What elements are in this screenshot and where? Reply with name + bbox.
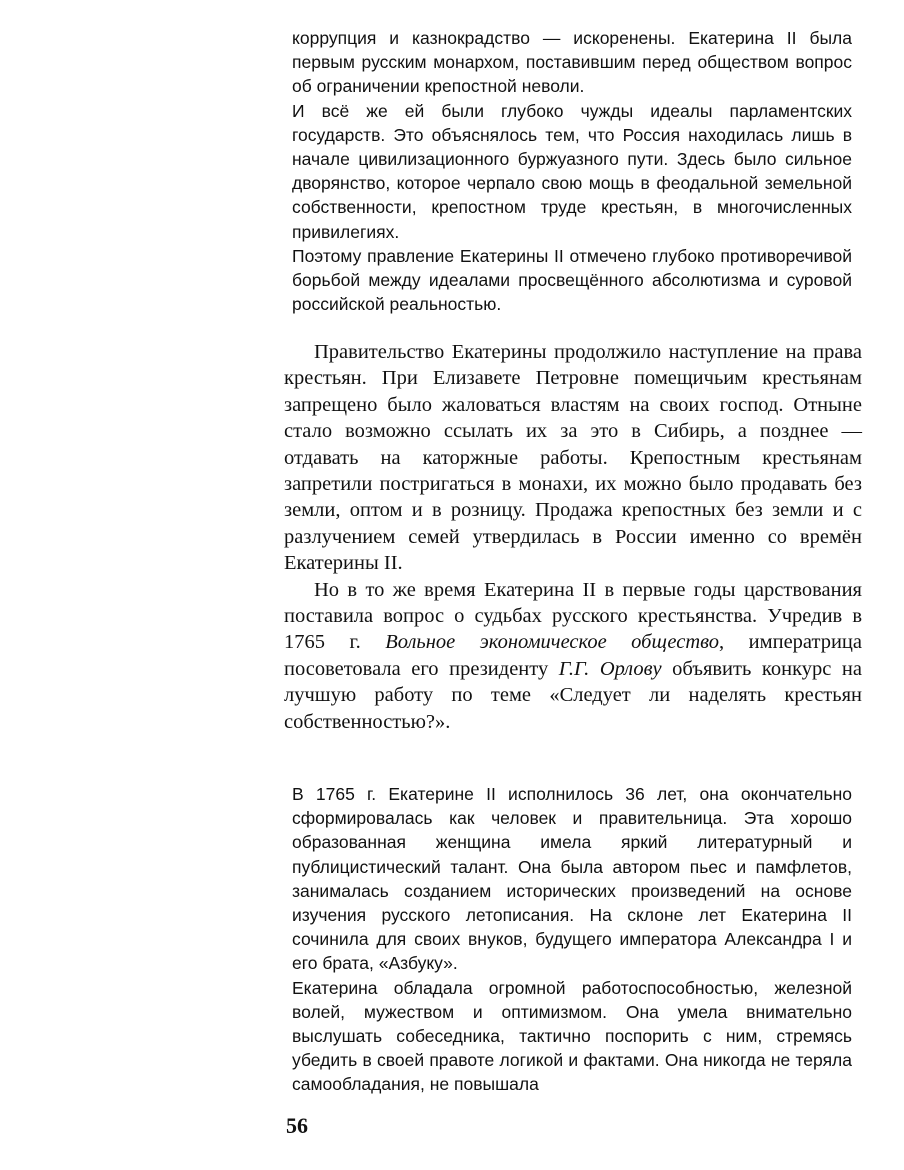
text-run: Но в то же время Екатерина II в первые годы царствования поставила вопрос о судьбах русского крестьянства. Учредив в 1765 г. [284,578,862,654]
sidebar-paragraph: В 1765 г. Екатерине II исполнилось 36 лет, она окончательно сформировалась как человек и правительница. Эта хорошо образованная женщина имела яркий литературный и публицистический талант. Она была автором пьес и памфлетов, занималась созданием исторических произведений на основе изучения русского летописания. На склоне лет Екатерина II сочинила для своих внуков, будущего императора Александра I и его брата, «Азбуку». [292,784,852,974]
page-number: 56 [286,1113,308,1138]
sidebar-text-block-bottom [292,782,852,1097]
main-paragraph [284,577,862,735]
main-paragraph: Правительство Екатерины продолжило наступление на права крестьян. При Елизавете Петровне помещичьим крестьянам запрещено было жаловаться властям на своих господ. Отныне стало возможно ссылать их за это в Сибирь, а позднее — отдавать на каторжные работы. Крепостным крестьянам запретили постригаться в монахи, их можно было продавать без земли, оптом и в розницу. Продажа крепостных без земли и с разлучением семей утвердилась в России именно со времён Екатерины II. [284,341,862,575]
text-run: , императрица посоветовала его президенту [284,631,862,680]
sidebar-text-block-top [292,26,852,316]
text-run: объявить конкурс на лучшую работу по теме «Следует ли наделять крестьян собственностью?». [284,657,862,733]
italic-name: Г.Г. Орлову [558,657,662,680]
sidebar-paragraph: Екатерина обладала огромной работоспособностью, железной волей, мужеством и оптимизмом. Она умела внимательно выслушать собеседника, тактично поспорить с ним, стремясь убедить в своей правоте логикой и фактами. Она никогда не теряла самообладания, не повышала [292,977,852,1095]
main-text-block [284,339,862,735]
italic-term: Вольное экономическое общество [385,631,720,654]
sidebar-paragraph: Поэтому правление Екатерины II отмечено глубоко противоречивой борьбой между идеалами просвещённого абсолютизма и суровой российской реальностью. [292,245,852,315]
sidebar-paragraph: И всё же ей были глубоко чужды идеалы парламентских государств. Это объяснялось тем, что Россия находилась лишь в начале цивилизационного буржуазного пути. Здесь было сильное дворянство, которое черпало свою мощь в феодальной земельной собственности, крепостном труде крестьян, в многочисленных привилегиях. [292,100,852,242]
sidebar-paragraph: коррупция и казнокрадство — искоренены. Екатерина II была первым русским монархом, поставившим перед обществом вопрос об ограничении крепостной неволи. [292,28,852,97]
